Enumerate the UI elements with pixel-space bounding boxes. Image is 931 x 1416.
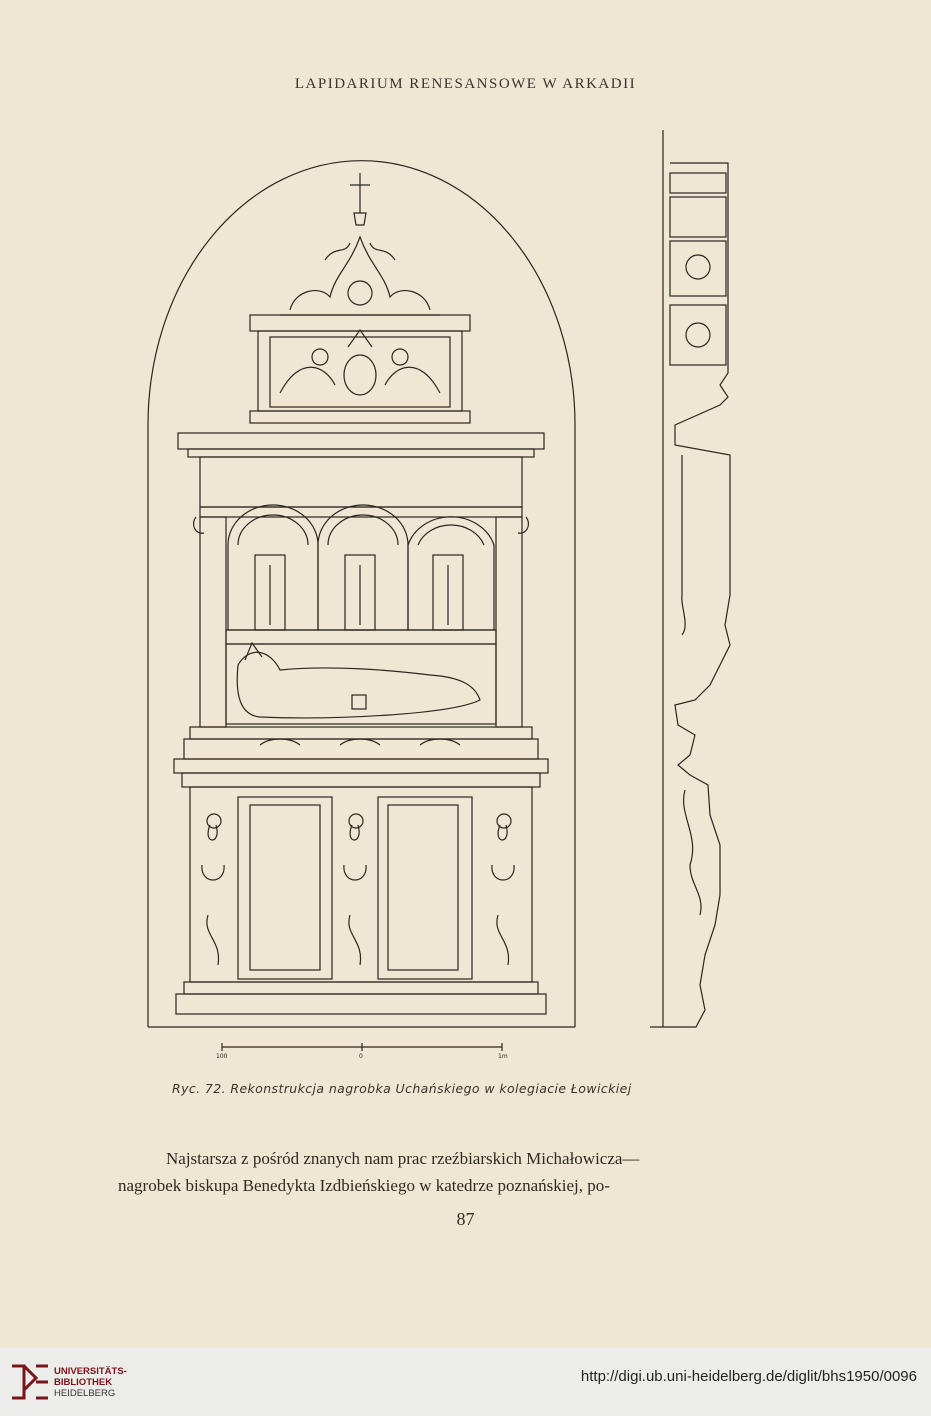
- caryatid-herms: [202, 814, 514, 965]
- library-footer: [0, 1348, 931, 1416]
- bishop-effigy: [226, 643, 496, 724]
- main-cornice: [178, 433, 544, 449]
- library-name: [54, 1366, 127, 1399]
- body-line-1: Najstarsza z pośród znanych nam prac rzeźbiarskich Michałowicza—: [166, 1149, 640, 1168]
- side-profile-section: [650, 130, 730, 1027]
- scale-label-zero: 0: [359, 1053, 363, 1060]
- crest-scrollwork: [280, 237, 440, 315]
- library-name-line-2: BIBLIOTHEK: [54, 1377, 113, 1388]
- library-logo-icon: [10, 1360, 50, 1404]
- page-number: 87: [456, 1209, 475, 1229]
- permalink-url[interactable]: http://digi.ub.uni-heidelberg.de/diglit/bhs1950/0096: [580, 1368, 917, 1385]
- three-arcades: [228, 505, 494, 630]
- body-text: [118, 1145, 768, 1199]
- coat-of-arms-relief: [280, 330, 440, 395]
- scale-label-right: 1m: [498, 1053, 508, 1060]
- cross-finial: [350, 173, 370, 225]
- scale-bar: [222, 1043, 502, 1051]
- scale-label-left: 100: [216, 1053, 228, 1060]
- arch-niche: [148, 161, 575, 1027]
- library-name-line-3: HEIDELBERG: [54, 1388, 116, 1399]
- tomb-drawing-figure: [130, 125, 750, 1065]
- figure-caption: Ryc. 72. Rekonstrukcja nagrobka Uchańskiego w kolegiacie Łowickiej: [172, 1081, 632, 1096]
- running-head: LAPIDARIUM RENESANSOWE W ARKADII: [294, 76, 637, 92]
- attic-block: [250, 315, 470, 331]
- body-line-2: nagrobek biskupa Benedykta Izdbieńskiego w katedrze poznańskiej, po-: [118, 1176, 610, 1195]
- library-name-line-1: UNIVERSITÄTS-: [54, 1366, 127, 1377]
